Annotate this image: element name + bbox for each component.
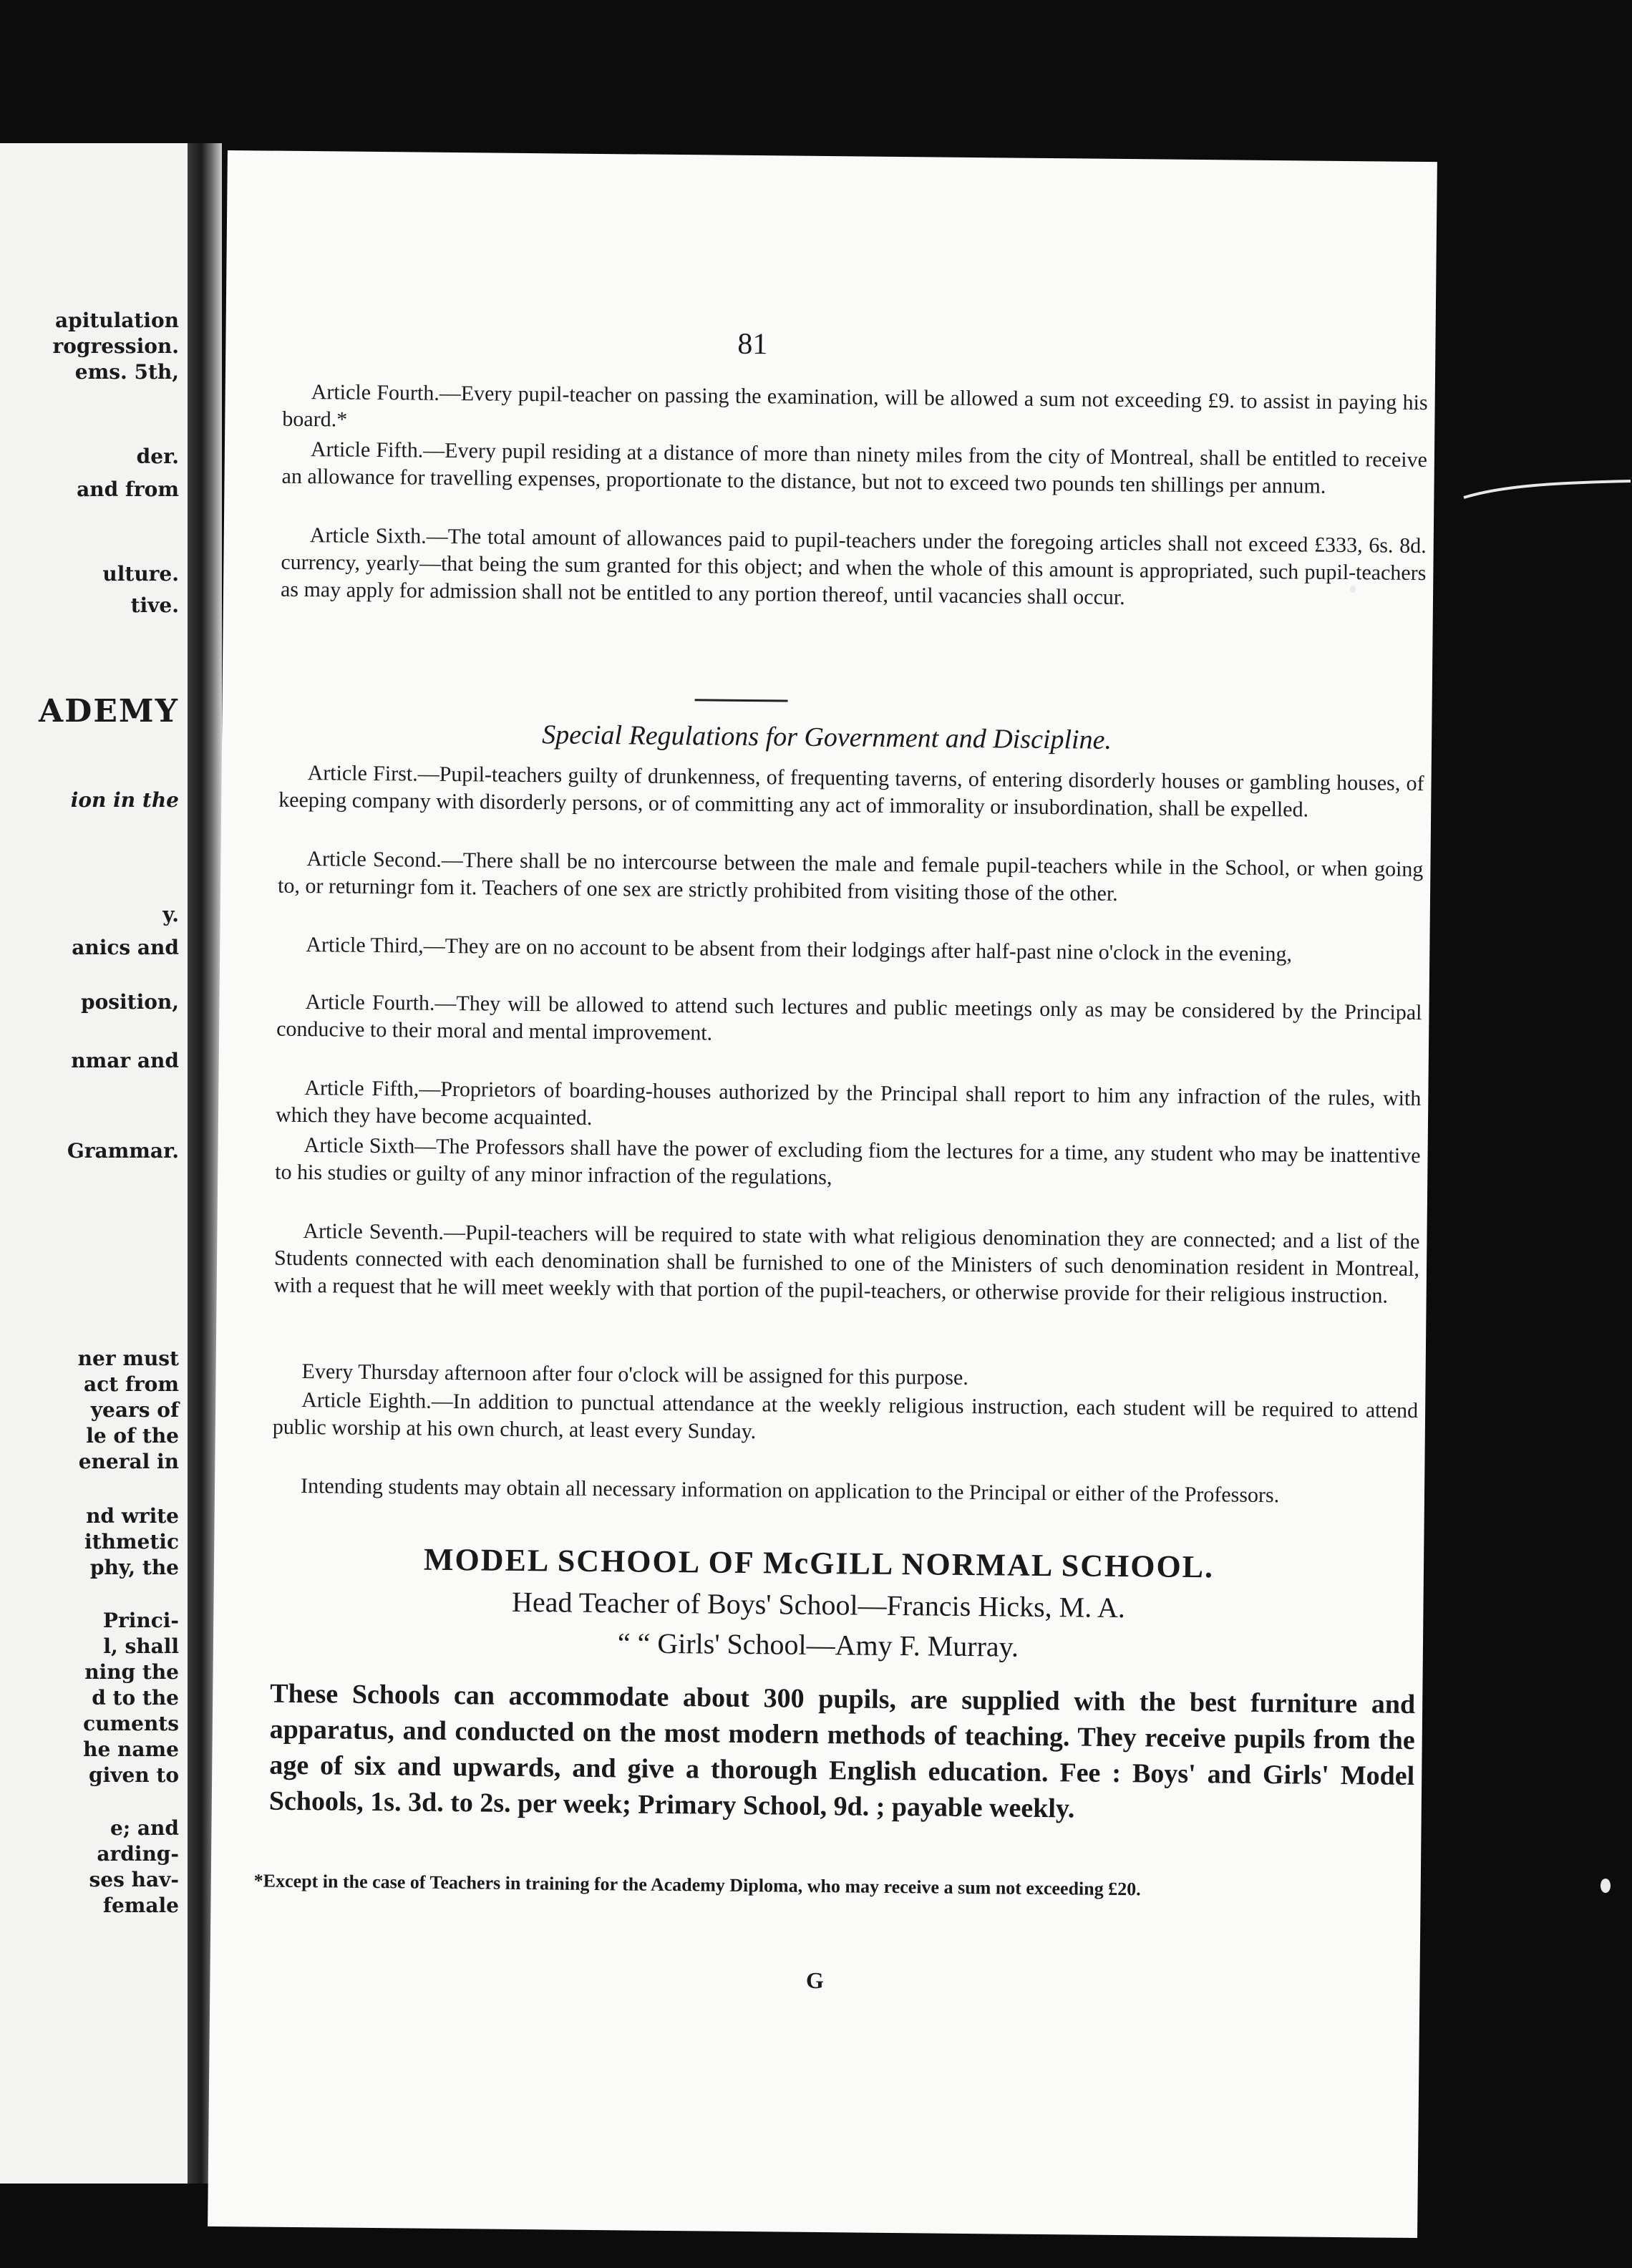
article-fourth-text: Article Fourth.—Every pupil-teacher on passing the examination, will be allowed a sum not exceeding £9. to assist in paying his board.* (282, 380, 1428, 432)
discipline-article-eighth (273, 1387, 1419, 1452)
discipline-article-third (277, 931, 1422, 969)
discipline-eighth-text: Article Eighth.—In addition to punctual attendance at the weekly religious instruction, each student will be required to attend public worship at his own church, at least every Sunday. (272, 1388, 1419, 1444)
left-heading: ADEMY (39, 693, 179, 730)
left-line: ulture. (102, 562, 179, 586)
left-line: arding- (97, 1842, 179, 1866)
model-school-title: MODEL SCHOOL OF McGILL NORMAL SCHOOL. (423, 1541, 1215, 1585)
thursday-text: Every Thursday afternoon after four o'clock will be assigned for this purpose. (301, 1360, 968, 1390)
left-line: ses hav- (89, 1868, 179, 1891)
left-line: l, shall (103, 1634, 179, 1658)
discipline-article-second (278, 845, 1424, 911)
article-sixth (281, 522, 1427, 614)
left-line: cuments (83, 1712, 179, 1735)
left-line: female (102, 1894, 179, 1917)
section-divider (695, 699, 788, 702)
left-line: Grammar. (67, 1139, 179, 1163)
model-body-text: These Schools can accommodate about 300 pupils, are supplied with the best furniture and apparatus, and conducted on the most modern methods of teaching. They receive pupils from the age of six and upwards, and give a thorough English education. Fee : Boys' and Girls' Model Schools, 1s. 3d. to 2s. per week; Primary School, 9d. ; payable weekly. (268, 1678, 1416, 1824)
left-line: nmar and (71, 1049, 179, 1072)
model-school-body (269, 1676, 1416, 1830)
intending-students (272, 1473, 1417, 1511)
left-line: ner must (77, 1347, 179, 1370)
discipline-first-text: Article First.—Pupil-teachers guilty of drunkenness, of frequenting taverns, of entering disorderly houses or gambling houses, of keeping company with disorderly persons, or of committing any act of immorality or insubordination, shall be expelled. (278, 761, 1424, 822)
discipline-sixth-text: Article Sixth—The Professors shall have the power of excluding fiom the lectures for a time, any student who may be inattentive to his studies or guilty of any minor infraction of the regulations, (275, 1133, 1421, 1190)
left-line: rogression. (52, 334, 179, 358)
left-line: nd write (86, 1504, 179, 1528)
discipline-article-fifth (276, 1075, 1422, 1140)
discipline-second-text: Article Second.—There shall be no intercourse between the male and female pupil-teachers while in the School, or when going to, or returningr fom it. Teachers of one sex are strictly prohibited from visiting those of the other. (277, 847, 1424, 906)
margin-dot (1350, 586, 1356, 593)
document-page (208, 150, 1437, 2238)
left-line: e; and (110, 1816, 179, 1840)
left-line: ems. 5th, (74, 360, 179, 384)
left-line: der. (136, 445, 179, 468)
left-line: anics and (72, 936, 179, 959)
left-line: eneral in (78, 1450, 179, 1473)
left-line: le of the (86, 1424, 179, 1448)
discipline-fourth-text: Article Fourth.—They will be allowed to attend such lectures and public meetings only as may be considered by the Principal conducive to their moral and mental improvement. (276, 990, 1422, 1045)
left-line: y. (162, 903, 179, 926)
signature-mark: G (805, 1967, 825, 1994)
discipline-article-first (278, 760, 1424, 825)
discipline-third-text: Article Third,—They are on no account to be absent from their lodgings after half-past nine o'clock in the evening, (306, 933, 1293, 966)
left-line: position, (80, 990, 179, 1014)
model-boys-teacher: Head Teacher of Boys' School—Francis Hicks, M. A. (511, 1585, 1126, 1624)
left-line: he name (83, 1738, 179, 1761)
section-heading: Special Regulations for Government and Discipline. (542, 719, 1112, 755)
left-line: Princi- (102, 1609, 179, 1632)
discipline-article-seventh (274, 1218, 1420, 1310)
left-line: phy, the (89, 1556, 179, 1579)
adjacent-page-fragment (0, 143, 188, 2184)
discipline-article-sixth (275, 1132, 1421, 1197)
page-number: 81 (737, 327, 768, 362)
article-fifth (281, 436, 1427, 501)
footnote: *Except in the case of Teachers in training for the Academy Diploma, who may receive a sum not exceeding £20. (253, 1870, 1141, 1900)
margin-stroke-mark (1460, 480, 1632, 501)
left-line: and from (77, 478, 179, 501)
model-girls-teacher: “ “ Girls' School—Amy F. Murray. (617, 1627, 1019, 1663)
left-line: ion in the (70, 788, 179, 812)
article-sixth-text: Article Sixth.—The total amount of allowances paid to pupil-teachers under the foregoing articles shall not exceed £333, 6s. 8d. currency, yearly—that being the sum granted for this object; and when the whole of this amount is appropriated, such pupil-teachers as may apply for admission shall not be entitled to any portion thereof, until vacancies shall occur. (280, 523, 1427, 610)
left-line: years of (90, 1398, 179, 1422)
left-line: ning the (84, 1660, 179, 1684)
left-line: ithmetic (84, 1530, 179, 1554)
left-line: d to the (92, 1686, 179, 1710)
article-fourth (282, 379, 1428, 444)
intending-text: Intending students may obtain all necessary information on application to the Principal or either of the Professors. (300, 1474, 1280, 1508)
left-line: apitulation (54, 309, 179, 332)
margin-dot (1601, 1879, 1611, 1893)
left-line: given to (88, 1763, 179, 1787)
discipline-fifth-text: Article Fifth,—Proprietors of boarding-houses authorized by the Principal shall report to him any infraction of the rules, with which they have become acquainted. (275, 1076, 1422, 1130)
discipline-article-fourth (276, 989, 1422, 1054)
discipline-seventh-text: Article Seventh.—Pupil-teachers will be required to state with what religious denomination they are connected; and a list of the Students connected with each denomination shall be furnished to one of the Ministers of such denomination resident in Montreal, with a request that he will meet weekly with that portion of the pupil-teachers, or otherwise provide for their religious instruction. (273, 1219, 1420, 1308)
left-line: act from (84, 1372, 179, 1396)
left-line: tive. (130, 593, 179, 617)
article-fifth-text: Article Fifth.—Every pupil residing at a distance of more than ninety miles from the city of Montreal, shall be entitled to receive an allowance for travelling expenses, proportionate to the distance, but not to exceed two pounds ten shillings per annum. (281, 437, 1428, 498)
